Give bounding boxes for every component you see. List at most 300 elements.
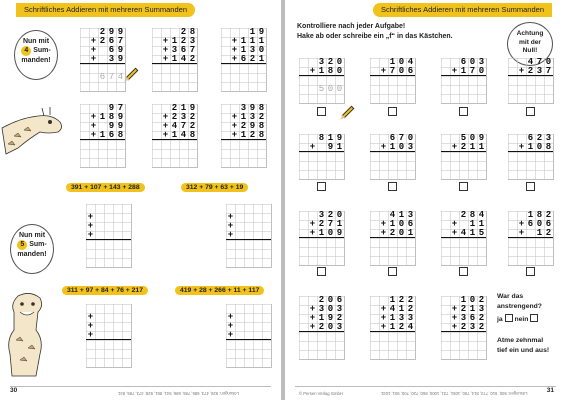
grid-cell: [116, 82, 125, 91]
grid-cell: [221, 158, 230, 167]
grid-cell: [299, 134, 308, 143]
grid-cell: [95, 204, 104, 213]
grid-cell: [406, 170, 415, 179]
result-cell: [317, 247, 326, 256]
result-cell: [477, 247, 486, 256]
digit-cell: 1: [389, 295, 396, 305]
grid-cell: [388, 170, 397, 179]
grid-cell: [152, 113, 161, 122]
digit-cell: 7: [117, 36, 124, 46]
check-box[interactable]: [388, 107, 397, 116]
grid-cell: [253, 304, 262, 313]
grid-cell: [80, 113, 89, 122]
result-cell: [379, 247, 388, 256]
grid-cell: [95, 249, 104, 258]
grid-cell: [226, 349, 235, 358]
digit-cell: 1: [171, 130, 178, 140]
digit-cell: 4: [527, 57, 534, 67]
grid-cell: [235, 358, 244, 367]
grid-cell: [221, 82, 230, 91]
addition-grid: [80, 104, 126, 168]
grid-cell: [370, 341, 379, 350]
digit-cell: 9: [478, 133, 485, 143]
operator-sign: +: [380, 142, 387, 152]
grid-cell: [441, 161, 450, 170]
grid-cell: [152, 158, 161, 167]
check-box[interactable]: [526, 182, 535, 191]
grid-cell: [86, 349, 95, 358]
grid-cell: [104, 204, 113, 213]
digit-cell: 1: [527, 142, 534, 152]
check-box[interactable]: [317, 107, 326, 116]
sum-line: [441, 75, 486, 76]
pencil-icon: [126, 68, 139, 81]
digit-cell: 1: [469, 304, 476, 314]
bubble-line2: mit der: [519, 38, 541, 46]
result-cell: [317, 341, 326, 350]
grid-cell: [262, 222, 271, 231]
grid-cell: [230, 82, 239, 91]
digit-cell: 8: [318, 133, 325, 143]
grid-cell: [335, 256, 344, 265]
digit-cell: 5: [460, 133, 467, 143]
digit-cell: 9: [108, 103, 115, 113]
pencil-icon: [342, 106, 355, 119]
sum-line: [80, 139, 125, 140]
result-cell: [450, 341, 459, 350]
operator-sign: +: [227, 230, 234, 240]
operator-sign: +: [380, 66, 387, 76]
digit-cell: 1: [460, 295, 467, 305]
grid-cell: [508, 134, 517, 143]
result-cell: [179, 149, 188, 158]
digit-cell: 1: [171, 54, 178, 64]
grid-cell: [508, 256, 517, 265]
grid-cell: [170, 158, 179, 167]
result-cell: [89, 149, 98, 158]
grid-cell: [122, 213, 131, 222]
digit-cell: 0: [478, 66, 485, 76]
grid-cell: [477, 350, 486, 359]
digit-cell: 3: [249, 112, 256, 122]
grid-cell: [508, 247, 517, 256]
digit-cell: 2: [389, 228, 396, 238]
grid-cell: [468, 170, 477, 179]
grid-cell: [335, 350, 344, 359]
grid-cell: [257, 82, 266, 91]
operator-sign: +: [90, 121, 97, 131]
grid-cell: [526, 94, 535, 103]
result-cell: [397, 247, 406, 256]
operator-sign: +: [518, 228, 525, 238]
grid-cell: [544, 256, 553, 265]
sum-line: [86, 339, 131, 340]
grid-cell: [299, 211, 308, 220]
grid-cell: [152, 46, 161, 55]
check-box[interactable]: [388, 182, 397, 191]
grid-cell: [152, 104, 161, 113]
operator-sign: +: [309, 228, 316, 238]
grid-cell: [370, 161, 379, 170]
operator-sign: +: [162, 130, 169, 140]
digit-cell: 0: [398, 228, 405, 238]
operator-sign: +: [380, 313, 387, 323]
empty-addition-grid: [226, 204, 272, 268]
giraffe-illustration-2: [0, 290, 64, 380]
grid-cell: [113, 322, 122, 331]
digit-cell: 1: [478, 219, 485, 229]
digit-cell: 4: [407, 57, 414, 67]
digit-cell: 1: [407, 228, 414, 238]
grid-cell: [299, 247, 308, 256]
digit-cell: 6: [545, 219, 552, 229]
grid-cell: [299, 305, 308, 314]
addition-grid: [152, 28, 198, 92]
sum-line: [299, 237, 344, 238]
sum-line: [508, 151, 553, 152]
result-cell: [188, 73, 197, 82]
grid-cell: [253, 358, 262, 367]
result-cell: [468, 85, 477, 94]
check-box[interactable]: [317, 267, 326, 276]
digit-cell: 7: [189, 45, 196, 55]
grid-cell: [122, 304, 131, 313]
grid-cell: [450, 170, 459, 179]
grid-cell: [468, 94, 477, 103]
digit-cell: 3: [189, 36, 196, 46]
grid-cell: [113, 358, 122, 367]
digit-cell: 2: [527, 66, 534, 76]
grid-cell: [379, 170, 388, 179]
grid-cell: [221, 149, 230, 158]
result-cell: [459, 247, 468, 256]
grid-cell: [221, 122, 230, 131]
grid-cell: [406, 256, 415, 265]
grid-cell: [86, 358, 95, 367]
sum-line: [508, 237, 553, 238]
operator-sign: +: [231, 130, 238, 140]
grid-cell: [517, 94, 526, 103]
digit-cell: 1: [478, 142, 485, 152]
grid-cell: [370, 220, 379, 229]
grid-cell: [253, 322, 262, 331]
grid-cell: [459, 170, 468, 179]
grid-cell: [107, 82, 116, 91]
grid-cell: [308, 256, 317, 265]
digit-cell: 3: [478, 304, 485, 314]
check-box[interactable]: [459, 267, 468, 276]
left-page: [0, 0, 281, 400]
result-cell: [477, 341, 486, 350]
grid-cell: [262, 322, 271, 331]
digit-cell: 6: [527, 219, 534, 229]
result-cell: [526, 85, 535, 94]
digit-cell: 2: [327, 57, 334, 67]
grid-cell: [508, 211, 517, 220]
operator-sign: +: [451, 66, 458, 76]
digit-cell: 1: [527, 210, 534, 220]
digit-cell: 4: [460, 228, 467, 238]
sum-line: [299, 151, 344, 152]
digit-cell: 1: [460, 66, 467, 76]
grid-cell: [226, 358, 235, 367]
grid-cell: [152, 149, 161, 158]
digit-cell: 1: [318, 228, 325, 238]
addition-grid: [80, 28, 126, 92]
answer-no-checkbox[interactable]: [530, 314, 538, 322]
digit-cell: 1: [398, 304, 405, 314]
digit-cell: 2: [478, 295, 485, 305]
result-cell: [535, 161, 544, 170]
result-cell: [544, 247, 553, 256]
grid-cell: [441, 58, 450, 67]
result-cell: [477, 161, 486, 170]
grid-cell: [262, 313, 271, 322]
sum-line: [86, 239, 131, 240]
grid-cell: [441, 314, 450, 323]
digit-cell: 1: [389, 142, 396, 152]
digit-cell: 8: [536, 210, 543, 220]
tip-line1: Atme zehnmal: [497, 337, 544, 344]
result-cell: [397, 341, 406, 350]
grid-cell: [299, 296, 308, 305]
grid-cell: [113, 222, 122, 231]
grid-cell: [459, 256, 468, 265]
digit-cell: 3: [249, 45, 256, 55]
check-box[interactable]: [526, 267, 535, 276]
result-cell: [326, 247, 335, 256]
digit-cell: 2: [249, 130, 256, 140]
grid-cell: [80, 28, 89, 37]
answer-yes-label: ja: [497, 316, 503, 323]
digit-cell: 1: [99, 130, 106, 140]
digit-cell: 2: [318, 295, 325, 305]
sum-line: [370, 237, 415, 238]
grid-cell: [477, 256, 486, 265]
result-cell: [230, 149, 239, 158]
addition-grid: [370, 211, 416, 266]
grid-cell: [122, 204, 131, 213]
operator-sign: +: [309, 142, 316, 152]
result-cell: [544, 85, 553, 94]
grid-cell: [113, 249, 122, 258]
digit-cell: 0: [407, 133, 414, 143]
grid-cell: [262, 249, 271, 258]
sum-line: [221, 139, 266, 140]
grid-cell: [326, 256, 335, 265]
grid-cell: [122, 322, 131, 331]
grid-cell: [326, 170, 335, 179]
grid-cell: [406, 94, 415, 103]
digit-cell: 3: [469, 322, 476, 332]
sum-line: [370, 151, 415, 152]
check-box[interactable]: [317, 182, 326, 191]
bubble-line2: Sum-: [29, 241, 47, 248]
grid-cell: [508, 85, 517, 94]
digit-cell: 0: [398, 66, 405, 76]
grid-cell: [104, 304, 113, 313]
operator-sign: +: [87, 230, 94, 240]
grid-cell: [262, 258, 271, 267]
grid-cell: [253, 213, 262, 222]
grid-cell: [299, 350, 308, 359]
right-page: [285, 0, 566, 400]
grid-cell: [122, 258, 131, 267]
grid-cell: [122, 222, 131, 231]
grid-cell: [221, 37, 230, 46]
grid-cell: [441, 94, 450, 103]
grid-cell: [230, 158, 239, 167]
digit-cell: 1: [389, 322, 396, 332]
grid-cell: [253, 313, 262, 322]
digit-cell: 2: [171, 103, 178, 113]
result-cell: 7: [108, 72, 115, 82]
grid-cell: [113, 204, 122, 213]
result-cell: [179, 73, 188, 82]
grid-cell: [80, 158, 89, 167]
digit-cell: 1: [389, 313, 396, 323]
digit-cell: 8: [108, 112, 115, 122]
digit-cell: 1: [99, 112, 106, 122]
result-cell: [248, 73, 257, 82]
result-cell: [406, 247, 415, 256]
result-cell: [459, 161, 468, 170]
grid-cell: [104, 258, 113, 267]
digit-cell: 0: [258, 45, 265, 55]
digit-cell: 6: [180, 45, 187, 55]
operator-sign: +: [309, 219, 316, 229]
addition-grid: [508, 58, 554, 104]
grid-cell: [370, 296, 379, 305]
result-cell: [477, 85, 486, 94]
digit-cell: 1: [240, 36, 247, 46]
check-box[interactable]: [459, 107, 468, 116]
grid-cell: [397, 170, 406, 179]
digit-cell: 0: [536, 142, 543, 152]
result-cell: [257, 73, 266, 82]
grid-cell: [299, 161, 308, 170]
grid-cell: [317, 170, 326, 179]
sum-line: [441, 237, 486, 238]
result-cell: [459, 341, 468, 350]
grid-cell: [335, 170, 344, 179]
operator-sign: +: [87, 212, 94, 222]
check-box[interactable]: [388, 267, 397, 276]
digit-cell: 9: [336, 133, 343, 143]
digit-cell: 0: [336, 57, 343, 67]
digit-cell: 9: [189, 103, 196, 113]
grid-cell: [80, 73, 89, 82]
digit-cell: 2: [545, 228, 552, 238]
grid-cell: [244, 204, 253, 213]
digit-cell: 3: [180, 112, 187, 122]
grid-cell: [335, 94, 344, 103]
grid-cell: [104, 313, 113, 322]
digit-cell: 0: [469, 133, 476, 143]
digit-cell: 4: [389, 210, 396, 220]
operator-sign: +: [90, 54, 97, 64]
grid-cell: [235, 222, 244, 231]
grid-cell: [544, 170, 553, 179]
digit-cell: 0: [398, 219, 405, 229]
grid-cell: [397, 350, 406, 359]
question-line1: War das: [497, 293, 524, 300]
digit-cell: 2: [536, 133, 543, 143]
operator-sign: +: [309, 322, 316, 332]
digit-cell: 6: [108, 36, 115, 46]
grid-cell: [113, 258, 122, 267]
digit-cell: 2: [180, 36, 187, 46]
result-cell: [450, 247, 459, 256]
digit-cell: 2: [407, 295, 414, 305]
operator-sign: +: [87, 312, 94, 322]
digit-cell: 0: [327, 228, 334, 238]
digit-cell: 2: [460, 142, 467, 152]
digit-cell: 2: [189, 54, 196, 64]
operator-sign: +: [231, 121, 238, 131]
operator-sign: +: [87, 321, 94, 331]
digit-cell: 6: [460, 57, 467, 67]
grid-cell: [441, 350, 450, 359]
bottom-rule: [295, 386, 556, 387]
badge-four: 4: [21, 46, 31, 56]
digit-cell: 3: [318, 210, 325, 220]
grid-cell: [477, 170, 486, 179]
result-cell: 0: [327, 84, 334, 94]
check-box[interactable]: [526, 107, 535, 116]
digit-cell: 7: [398, 133, 405, 143]
grid-cell: [370, 85, 379, 94]
answer-yes-checkbox[interactable]: [505, 314, 513, 322]
question-line2: anstrengend?: [497, 303, 542, 310]
digit-cell: 0: [398, 142, 405, 152]
task-label-4: 419 + 28 + 266 + 11 + 117: [175, 286, 264, 295]
result-cell: [326, 161, 335, 170]
grid-cell: [517, 256, 526, 265]
result-cell: [406, 161, 415, 170]
grid-cell: [526, 256, 535, 265]
addition-grid: [370, 134, 416, 180]
digit-cell: 4: [407, 322, 414, 332]
grid-cell: [104, 222, 113, 231]
grid-cell: [95, 304, 104, 313]
digit-cell: 8: [258, 130, 265, 140]
result-cell: [239, 149, 248, 158]
grid-cell: [299, 314, 308, 323]
digit-cell: 2: [327, 210, 334, 220]
addition-grid: [370, 296, 416, 360]
digit-cell: 2: [189, 121, 196, 131]
grid-cell: [161, 158, 170, 167]
task-label-2: 312 + 79 + 63 + 19: [181, 183, 248, 192]
grid-cell: [450, 94, 459, 103]
sum-line: [226, 239, 271, 240]
operator-sign: +: [451, 304, 458, 314]
result-cell: [397, 85, 406, 94]
operator-sign: +: [231, 45, 238, 55]
grid-cell: [388, 256, 397, 265]
grid-cell: [253, 258, 262, 267]
grid-cell: [244, 349, 253, 358]
check-box[interactable]: [459, 182, 468, 191]
digit-cell: 2: [407, 304, 414, 314]
result-cell: [335, 247, 344, 256]
digit-cell: 1: [258, 36, 265, 46]
digit-cell: 9: [258, 27, 265, 37]
operator-sign: +: [231, 54, 238, 64]
empty-addition-grid: [86, 204, 132, 268]
digit-cell: 2: [99, 36, 106, 46]
